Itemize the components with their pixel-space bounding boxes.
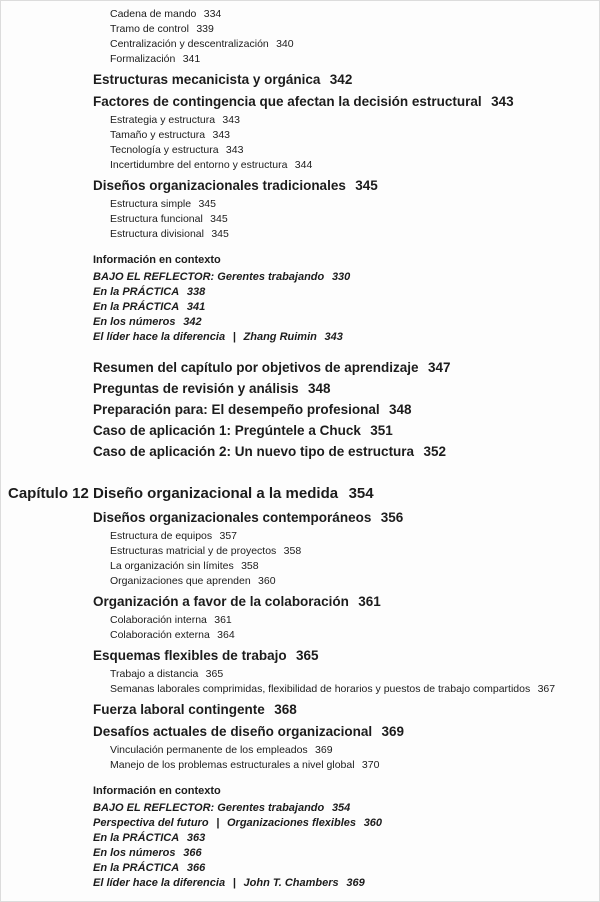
- entry-page-number: 351: [370, 423, 393, 438]
- entry-subtitle: Organizaciones flexibles: [227, 817, 356, 829]
- toc-entry-sub: [0, 667, 600, 682]
- entry-title: Manejo de los problemas estructurales a nivel global: [110, 759, 355, 771]
- entry-title: La organización sin límites: [110, 560, 234, 572]
- toc-entry-feature: [0, 831, 600, 846]
- entry-page-number: 361: [358, 594, 381, 609]
- toc-entry-section: [0, 647, 600, 665]
- entry-title: Información en contexto: [93, 785, 221, 797]
- entry-page-number: 365: [296, 648, 319, 663]
- entry-page-number: 365: [205, 668, 224, 680]
- entry-page-number: 342: [183, 316, 202, 328]
- toc-entry-feature: [0, 876, 600, 891]
- entry-page-number: 363: [186, 832, 206, 844]
- entry-title: BAJO EL REFLECTOR: Gerentes trabajando: [93, 271, 325, 283]
- entry-page-number: 361: [214, 614, 232, 626]
- entry-page-number: 352: [423, 444, 447, 459]
- toc-entry-sub: [0, 628, 600, 643]
- entry-page-number: 356: [380, 510, 404, 525]
- toc-entry-section: [0, 509, 600, 527]
- toc-entry-sub: [0, 128, 600, 143]
- toc-entry-endmatter: [0, 442, 600, 461]
- entry-title: En la PRÁCTICA: [93, 301, 180, 313]
- entry-page-number: 330: [331, 271, 351, 283]
- toc-entry-sub: [0, 7, 600, 22]
- entry-title: El líder hace la diferencia: [93, 877, 226, 889]
- entry-page-number: 347: [428, 360, 451, 375]
- entry-page-number: 369: [315, 744, 333, 756]
- entry-title: Desafíos actuales de diseño organizacional: [93, 724, 373, 739]
- entry-title: El líder hace la diferencia: [93, 331, 226, 343]
- entry-page-number: 366: [186, 862, 206, 874]
- entry-title: Estructuras mecanicista y orgánica: [93, 72, 321, 87]
- toc-entry-featurehead: [0, 784, 600, 799]
- entry-title: Estrategia y estructura: [110, 114, 216, 126]
- toc-entry-sub: [0, 613, 600, 628]
- entry-page-number: 364: [217, 629, 235, 641]
- entry-title: Semanas laborales comprimidas, flexibilidad de horarios y puestos de trabajo compartidos: [110, 683, 531, 695]
- entry-page-number: 366: [183, 847, 202, 859]
- toc-entry-feature: [0, 270, 600, 285]
- entry-page-number: 345: [355, 178, 378, 193]
- chapter-number-label: Capítulo 12: [8, 485, 89, 502]
- entry-page-number: 369: [381, 724, 405, 739]
- entry-page-number: 343: [222, 114, 240, 126]
- entry-title: Resumen del capítulo por objetivos de aprendizaje: [93, 360, 419, 375]
- entry-page-number: 343: [212, 129, 231, 141]
- toc-entry-sub: [0, 158, 600, 173]
- entry-separator: |: [216, 817, 220, 829]
- toc-entry-sub: [0, 227, 600, 242]
- toc-entry-featurehead: [0, 253, 600, 268]
- toc-entry-sub: [0, 113, 600, 128]
- toc-entry-section: [0, 71, 600, 89]
- entry-title: En los números: [93, 847, 176, 859]
- toc-entry-endmatter: [0, 358, 600, 377]
- entry-page-number: 348: [308, 381, 331, 396]
- entry-title: En la PRÁCTICA: [93, 832, 180, 844]
- entry-title: BAJO EL REFLECTOR: Gerentes trabajando: [93, 802, 325, 814]
- toc-entry-sub: [0, 544, 600, 559]
- entry-page-number: 334: [203, 8, 222, 20]
- entry-page-number: 341: [182, 53, 201, 65]
- toc-entry-feature: [0, 801, 600, 816]
- entry-title: En la PRÁCTICA: [93, 286, 180, 298]
- toc-entry-section: [0, 701, 600, 719]
- entry-title: Organizaciones que aprenden: [110, 575, 251, 587]
- toc-entry-sub: [0, 22, 600, 37]
- entry-title: Tramo de control: [110, 23, 189, 35]
- toc-entry-feature: [0, 330, 600, 345]
- entry-page-number: 345: [198, 198, 216, 210]
- toc-entry-sub: [0, 529, 600, 544]
- entry-page-number: 345: [210, 213, 228, 225]
- entry-page-number: 369: [346, 877, 365, 889]
- toc-entry-sub: [0, 52, 600, 67]
- entry-title: Preguntas de revisión y análisis: [93, 381, 299, 396]
- entry-title: Cadena de mando: [110, 8, 197, 20]
- entry-page-number: 343: [225, 144, 244, 156]
- toc-entry-sub: [0, 197, 600, 212]
- toc-entry-feature: [0, 300, 600, 315]
- entry-title: Trabajo a distancia: [110, 668, 199, 680]
- entry-title: En los números: [93, 316, 176, 328]
- entry-page-number: 345: [211, 228, 229, 240]
- toc-entry-sub: [0, 758, 600, 773]
- entry-title: Tecnología y estructura: [110, 144, 219, 156]
- entry-title: Caso de aplicación 2: Un nuevo tipo de estructura: [93, 444, 415, 459]
- toc-entry-section: [0, 177, 600, 195]
- entry-page-number: 368: [274, 702, 297, 717]
- entry-title: Estructuras matricial y de proyectos: [110, 545, 277, 557]
- entry-page-number: 344: [294, 159, 313, 171]
- toc-entry-sub: [0, 559, 600, 574]
- entry-title: Factores de contingencia que afectan la decisión estructural: [93, 94, 482, 109]
- entry-title: Diseños organizacionales tradicionales: [93, 178, 346, 193]
- toc-entry-sub: [0, 682, 600, 697]
- entry-page-number: 354: [331, 802, 351, 814]
- entry-title: Diseños organizacionales contemporáneos: [93, 510, 372, 525]
- entry-page-number: 358: [241, 560, 259, 572]
- entry-page-number: 358: [283, 545, 302, 557]
- toc-entry-section: [0, 93, 600, 111]
- entry-page-number: 340: [276, 38, 294, 50]
- entry-title: Tamaño y estructura: [110, 129, 206, 141]
- entry-title: Estructura de equipos: [110, 530, 213, 542]
- entry-title: Preparación para: El desempeño profesional: [93, 402, 380, 417]
- entry-page-number: 338: [186, 286, 206, 298]
- entry-page-number: 348: [389, 402, 412, 417]
- entry-title: Incertidumbre del entorno y estructura: [110, 159, 288, 171]
- toc-entry-feature: [0, 861, 600, 876]
- toc-entry-sub: [0, 212, 600, 227]
- toc-entry-sub: [0, 743, 600, 758]
- entry-page-number: 339: [196, 23, 214, 35]
- entry-page-number: 354: [348, 485, 374, 502]
- toc-entry-chapter: [0, 483, 600, 504]
- toc-entry-sub: [0, 574, 600, 589]
- entry-title: Organización a favor de la colaboración: [93, 594, 349, 609]
- toc-entry-section: [0, 593, 600, 611]
- toc-entry-feature: [0, 285, 600, 300]
- entry-title: Colaboración externa: [110, 629, 210, 641]
- entry-subtitle: Zhang Ruimin: [243, 331, 317, 343]
- toc-entry-sub: [0, 143, 600, 158]
- entry-page-number: 360: [258, 575, 276, 587]
- entry-title: Esquemas flexibles de trabajo: [93, 648, 287, 663]
- entry-title: Vinculación permanente de los empleados: [110, 744, 308, 756]
- entry-page-number: 357: [219, 530, 238, 542]
- entry-title: Información en contexto: [93, 254, 221, 266]
- toc-entry-feature: [0, 315, 600, 330]
- entry-page-number: 370: [361, 759, 380, 771]
- entry-title: Estructura funcional: [110, 213, 203, 225]
- entry-title: En la PRÁCTICA: [93, 862, 180, 874]
- toc-entry-endmatter: [0, 379, 600, 398]
- entry-page-number: 367: [537, 683, 556, 695]
- entry-title: Estructura simple: [110, 198, 192, 210]
- entry-separator: |: [232, 877, 236, 889]
- entry-separator: |: [232, 331, 236, 343]
- entry-subtitle: John T. Chambers: [243, 877, 339, 889]
- entry-title: Diseño organizacional a la medida: [93, 485, 339, 502]
- entry-title: Estructura divisional: [110, 228, 204, 240]
- entry-page-number: 360: [363, 817, 383, 829]
- entry-page-number: 342: [329, 72, 353, 87]
- entry-page-number: 341: [186, 301, 206, 313]
- toc-entry-sub: [0, 37, 600, 52]
- toc-entry-feature: [0, 816, 600, 831]
- entry-title: Perspectiva del futuro: [93, 817, 209, 829]
- toc-entry-endmatter: [0, 421, 600, 440]
- toc-entry-section: [0, 723, 600, 741]
- entry-page-number: 343: [324, 331, 343, 343]
- toc-list: [0, 7, 600, 891]
- entry-title: Formalización: [110, 53, 176, 65]
- toc-entry-feature: [0, 846, 600, 861]
- entry-title: Fuerza laboral contingente: [93, 702, 265, 717]
- entry-title: Colaboración interna: [110, 614, 207, 626]
- toc-entry-endmatter: [0, 400, 600, 419]
- entry-title: Centralización y descentralización: [110, 38, 269, 50]
- entry-title: Caso de aplicación 1: Pregúntele a Chuck: [93, 423, 361, 438]
- entry-page-number: 343: [491, 94, 514, 109]
